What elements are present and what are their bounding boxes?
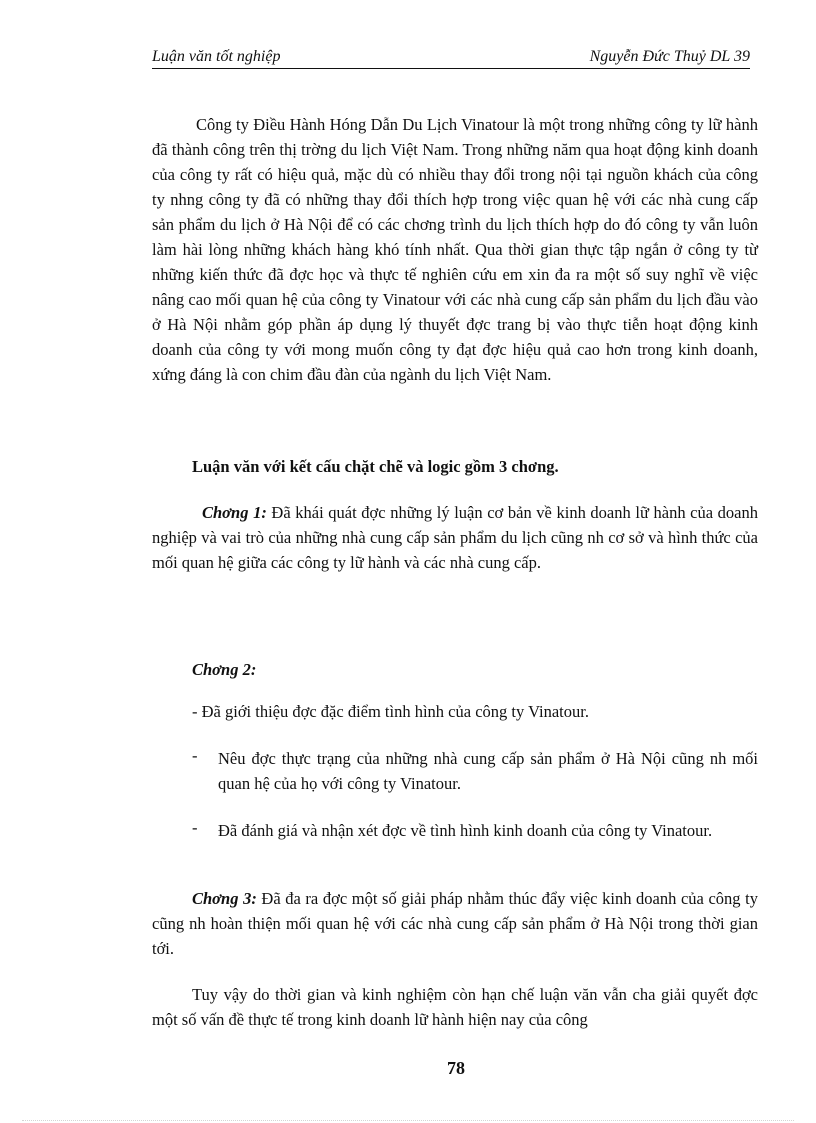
chapter1-text: Đã khái quát đợc những lý luận cơ bản về kinh doanh lữ hành của doanh nghiệp và vai trò của những nhà cung cấp sản phẩm du lịch cũng nh cơ sở và hình thức của mối quan hệ giữa các công ty lữ hành và các nhà cung cấp. <box>152 503 758 572</box>
chapter3-text: Đã đa ra đợc một số giải pháp nhằm thúc đẩy việc kinh doanh của công ty cũng nh hoàn thiện mối quan hệ với các nhà cung cấp sản phẩm ở Hà Nội trong thời gian tới. <box>152 889 758 958</box>
intro-paragraph: Công ty Điều Hành Hóng Dẫn Du Lịch Vinatour là một trong những công ty lữ hành đã thành công trên thị trờng du lịch Việt Nam. Trong những năm qua hoạt động kinh doanh của công ty rất có hiệu quả, mặc dù có nhiều thay đổi trong nội tại nguồn khách của công ty nhng công ty đã có những thay đổi thích hợp trong việc quan hệ với các nhà cung cấp sản phẩm du lịch ở Hà Nội để có các chơng trình du lịch thích hợp do đó công ty vẫn luôn làm hài lòng những khách hàng khó tính nhất. Qua thời gian thực tập ngắn ở công ty từ những kiến thức đã đợc học và thực tế nghiên cứu em xin đa ra một số suy nghĩ về việc nâng cao mối quan hệ của công ty Vinatour với các nhà cung cấp sản phẩm du lịch đầu vào ở Hà Nội nhằm góp phần áp dụng lý thuyết đợc trang bị vào thực tiễn hoạt động kinh doanh của công ty với mong muốn công ty đạt đợc hiệu quả cao hơn trong kinh doanh, xứng đáng là con chim đầu đàn của ngành du lịch Việt Nam. <box>152 115 758 384</box>
chapter2-item-2-text: Nêu đợc thực trạng của những nhà cung cấp sản phẩm ở Hà Nội cũng nh mối quan hệ của họ với công ty Vinatour. <box>218 749 758 793</box>
chapter3-label: Chơng 3: <box>192 889 257 908</box>
chapter2-item-3 <box>192 818 758 843</box>
page-number: 78 <box>447 1058 465 1078</box>
page-header <box>152 46 750 69</box>
bullet-dash: - <box>192 818 198 837</box>
chapter1-paragraph <box>152 500 758 575</box>
header-thesis-title: Luận văn tốt nghiệp <box>152 48 281 65</box>
chapter2-item-3-text: Đã đánh giá và nhận xét đợc về tình hình kinh doanh của công ty Vinatour. <box>218 821 713 840</box>
chapter3-paragraph <box>152 886 758 961</box>
closing-paragraph: Tuy vậy do thời gian và kinh nghiệm còn hạn chế luận văn vẫn cha giải quyết đợc một số vấn đề thực tế trong kinh doanh lữ hành hiện nay của công <box>152 985 758 1029</box>
bullet-dash: - <box>192 746 198 765</box>
header-author: Nguyễn Đức Thuỷ DL 39 <box>589 48 750 65</box>
chapter2-item-2 <box>192 746 758 796</box>
chapter2-label: Chơng 2: <box>192 660 257 679</box>
structure-heading: Luận văn với kết cấu chặt chẽ và logic gồm 3 chơng. <box>192 457 559 476</box>
chapter2-item-1: - Đã giới thiệu đợc đặc điểm tình hình của công ty Vinatour. <box>192 702 589 721</box>
page-bottom-divider <box>22 1120 794 1121</box>
chapter1-label: Chơng 1: <box>202 503 267 522</box>
